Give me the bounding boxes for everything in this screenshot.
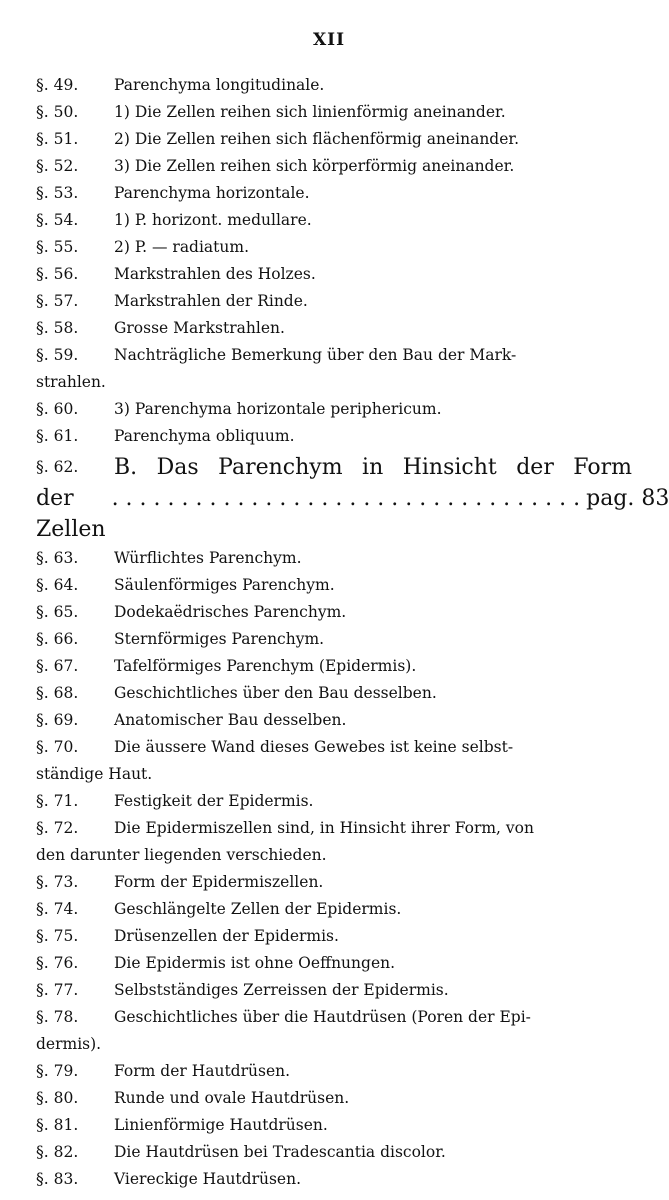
entry-title: Geschlängelte Zellen der Epidermis. — [114, 900, 402, 918]
entry-text-block — [114, 99, 632, 126]
entry-text-block — [114, 950, 632, 977]
entry-text-block — [114, 423, 632, 450]
entry-title: Viereckige Hautdrüsen. — [114, 1170, 302, 1188]
entry-title: Markstrahlen der Rinde. — [114, 292, 308, 310]
section-number: §. 82. — [36, 1143, 79, 1161]
section-number: §. 67. — [36, 657, 79, 675]
section-number: §. 59. — [36, 346, 79, 364]
section-number: §. 49. — [36, 76, 79, 94]
entry-title: Würflichtes Parenchym. — [114, 549, 302, 567]
entry-title: Drüsenzellen der Epidermis. — [114, 927, 339, 945]
entry-text-block — [114, 680, 632, 707]
entry-text-block — [114, 788, 632, 815]
toc-group-b — [36, 545, 632, 1193]
entry-text-block — [114, 545, 632, 572]
section-number: §. 68. — [36, 684, 79, 702]
entry-text-block — [114, 815, 632, 842]
toc-entry-continuation — [36, 1031, 632, 1058]
entry-text-block — [114, 126, 632, 153]
entry-text-block — [114, 234, 632, 261]
section-number: §. 74. — [36, 900, 79, 918]
toc-entry — [36, 572, 632, 599]
toc-entry — [36, 950, 632, 977]
toc-entry — [36, 626, 632, 653]
entry-text-block — [114, 977, 632, 1004]
entry-title: Die Epidermis ist ohne Oeffnungen. — [114, 954, 396, 972]
entry-title: Sternförmiges Parenchym. — [114, 630, 325, 648]
heading-page-reference: pag. 83 — [586, 486, 669, 511]
entry-title: Parenchyma longitudinale. — [114, 76, 325, 94]
toc-entry — [36, 1085, 632, 1112]
toc-entry — [36, 680, 632, 707]
entry-text-block — [114, 1085, 632, 1112]
section-number: §. 79. — [36, 1062, 79, 1080]
section-number: §. 57. — [36, 292, 79, 310]
entry-text-block — [114, 180, 632, 207]
page-number: XII — [312, 30, 346, 50]
entry-text-block — [114, 653, 632, 680]
section-number: §. 64. — [36, 576, 79, 594]
section-number: §. 77. — [36, 981, 79, 999]
section-number: §. 70. — [36, 738, 79, 756]
section-number: §. 65. — [36, 603, 79, 621]
entry-title: 2) P. — radiatum. — [114, 238, 250, 256]
toc-group-a — [36, 72, 632, 450]
section-number: §. 53. — [36, 184, 79, 202]
toc-entry — [36, 396, 632, 423]
toc-entry — [36, 72, 632, 99]
section-heading — [36, 452, 669, 545]
entry-title: Tafelförmiges Parenchym (Epidermis). — [114, 657, 417, 675]
toc-entry — [36, 1139, 632, 1166]
entry-text-block — [114, 1166, 632, 1193]
section-number: §. 71. — [36, 792, 79, 810]
toc-entry — [36, 126, 632, 153]
entry-title: Grosse Markstrahlen. — [114, 319, 285, 337]
entry-title: 2) Die Zellen reihen sich flächenförmig aneinander. — [114, 130, 520, 148]
entry-text-block — [114, 72, 632, 99]
entry-text-block — [114, 1139, 632, 1166]
toc-entry — [36, 1058, 632, 1085]
entry-text-block — [114, 923, 632, 950]
section-number: §. 60. — [36, 400, 79, 418]
section-number: §. 73. — [36, 873, 79, 891]
heading-number: §. 62. — [36, 458, 79, 476]
entry-title-continuation: dermis). — [36, 1035, 102, 1053]
toc-entry — [36, 869, 632, 896]
entry-title: Parenchyma obliquum. — [114, 427, 295, 445]
entry-text-block — [114, 207, 632, 234]
entry-title: Form der Epidermiszellen. — [114, 873, 324, 891]
section-number: §. 76. — [36, 954, 79, 972]
section-number: §. 78. — [36, 1008, 79, 1026]
heading-title-line2: der Zellen — [36, 486, 106, 542]
entry-text-block — [114, 288, 632, 315]
entry-text-block — [114, 1058, 632, 1085]
toc-entry — [36, 977, 632, 1004]
toc-entry — [36, 923, 632, 950]
section-number: §. 61. — [36, 427, 79, 445]
section-number: §. 52. — [36, 157, 79, 175]
toc-entry — [36, 545, 632, 572]
section-number: §. 80. — [36, 1089, 79, 1107]
toc-entry — [36, 234, 632, 261]
toc-entry — [36, 423, 632, 450]
toc-entry — [36, 1112, 632, 1139]
toc-entry — [36, 653, 632, 680]
leader-dots: . . . . . . . . . . . . . . . . . . . . . . . . . . . . . . . . . . — [111, 486, 581, 511]
section-number: §. 66. — [36, 630, 79, 648]
toc-entry — [36, 315, 632, 342]
entry-title: Selbstständiges Zerreissen der Epidermis. — [114, 981, 449, 999]
toc-entry — [36, 707, 632, 734]
toc-entry — [36, 180, 632, 207]
entry-text-block — [114, 396, 632, 423]
section-number: §. 56. — [36, 265, 79, 283]
entry-text-block — [114, 869, 632, 896]
toc-entry-continuation — [36, 761, 632, 788]
entry-title: 3) Parenchyma horizontale periphericum. — [114, 400, 442, 418]
entry-title: Runde und ovale Hautdrüsen. — [114, 1089, 350, 1107]
toc-entry — [36, 815, 632, 842]
toc-entry — [36, 896, 632, 923]
entry-title: Die Epidermiszellen sind, in Hinsicht ihrer Form, von — [114, 819, 534, 837]
entry-title-continuation: ständige Haut. — [36, 765, 153, 783]
entry-title: Die äussere Wand dieses Gewebes ist keine selbst- — [114, 738, 514, 756]
entry-title-continuation: den darunter liegenden verschieden. — [36, 846, 327, 864]
table-of-contents — [36, 72, 669, 1193]
entry-title: Anatomischer Bau desselben. — [114, 711, 347, 729]
toc-entry-continuation — [36, 369, 632, 396]
section-number: §. 50. — [36, 103, 79, 121]
toc-entry — [36, 99, 632, 126]
toc-entry — [36, 288, 632, 315]
entry-title: 1) Die Zellen reihen sich linienförmig aneinander. — [114, 103, 506, 121]
toc-entry — [36, 1004, 632, 1031]
entry-title: Geschichtliches über die Hautdrüsen (Poren der Epi- — [114, 1008, 531, 1026]
toc-entry — [36, 261, 632, 288]
entry-title: Festigkeit der Epidermis. — [114, 792, 314, 810]
section-number: §. 83. — [36, 1170, 79, 1188]
entry-title: Parenchyma horizontale. — [114, 184, 310, 202]
entry-text-block — [114, 707, 632, 734]
entry-title: Markstrahlen des Holzes. — [114, 265, 316, 283]
section-number: §. 75. — [36, 927, 79, 945]
toc-entry — [36, 788, 632, 815]
section-number: §. 51. — [36, 130, 79, 148]
entry-text-block — [114, 1112, 632, 1139]
toc-entry — [36, 1166, 632, 1193]
entry-text-block — [114, 342, 632, 369]
section-number: §. 69. — [36, 711, 79, 729]
entry-title: Die Hautdrüsen bei Tradescantia discolor. — [114, 1143, 446, 1161]
entry-title: Säulenförmiges Parenchym. — [114, 576, 335, 594]
entry-title: 3) Die Zellen reihen sich körperförmig aneinander. — [114, 157, 515, 175]
entry-text-block — [114, 896, 632, 923]
section-number: §. 58. — [36, 319, 79, 337]
section-number: §. 81. — [36, 1116, 79, 1134]
section-number: §. 55. — [36, 238, 79, 256]
toc-entry — [36, 153, 632, 180]
entry-title: Linienförmige Hautdrüsen. — [114, 1116, 328, 1134]
entry-title: Geschichtliches über den Bau desselben. — [114, 684, 437, 702]
section-number: §. 63. — [36, 549, 79, 567]
entry-title: Form der Hautdrüsen. — [114, 1062, 291, 1080]
section-number: §. 54. — [36, 211, 79, 229]
toc-entry — [36, 734, 632, 761]
entry-text-block — [114, 599, 632, 626]
entry-text-block — [114, 153, 632, 180]
toc-entry — [36, 599, 632, 626]
section-number: §. 72. — [36, 819, 79, 837]
heading-title-line1: B. Das Parenchym in Hinsicht der Form — [114, 455, 632, 480]
entry-title: 1) P. horizont. medullare. — [114, 211, 312, 229]
entry-text-block — [114, 734, 632, 761]
toc-entry-continuation — [36, 842, 632, 869]
entry-text-block — [114, 572, 632, 599]
entry-title: Dodekaëdrisches Parenchym. — [114, 603, 347, 621]
entry-text-block — [114, 261, 632, 288]
entry-text-block — [114, 315, 632, 342]
entry-title: Nachträgliche Bemerkung über den Bau der Mark- — [114, 346, 517, 364]
entry-title-continuation: strahlen. — [36, 373, 106, 391]
entry-text-block — [114, 626, 632, 653]
toc-entry — [36, 207, 632, 234]
entry-text-block — [114, 1004, 632, 1031]
toc-entry — [36, 342, 632, 369]
